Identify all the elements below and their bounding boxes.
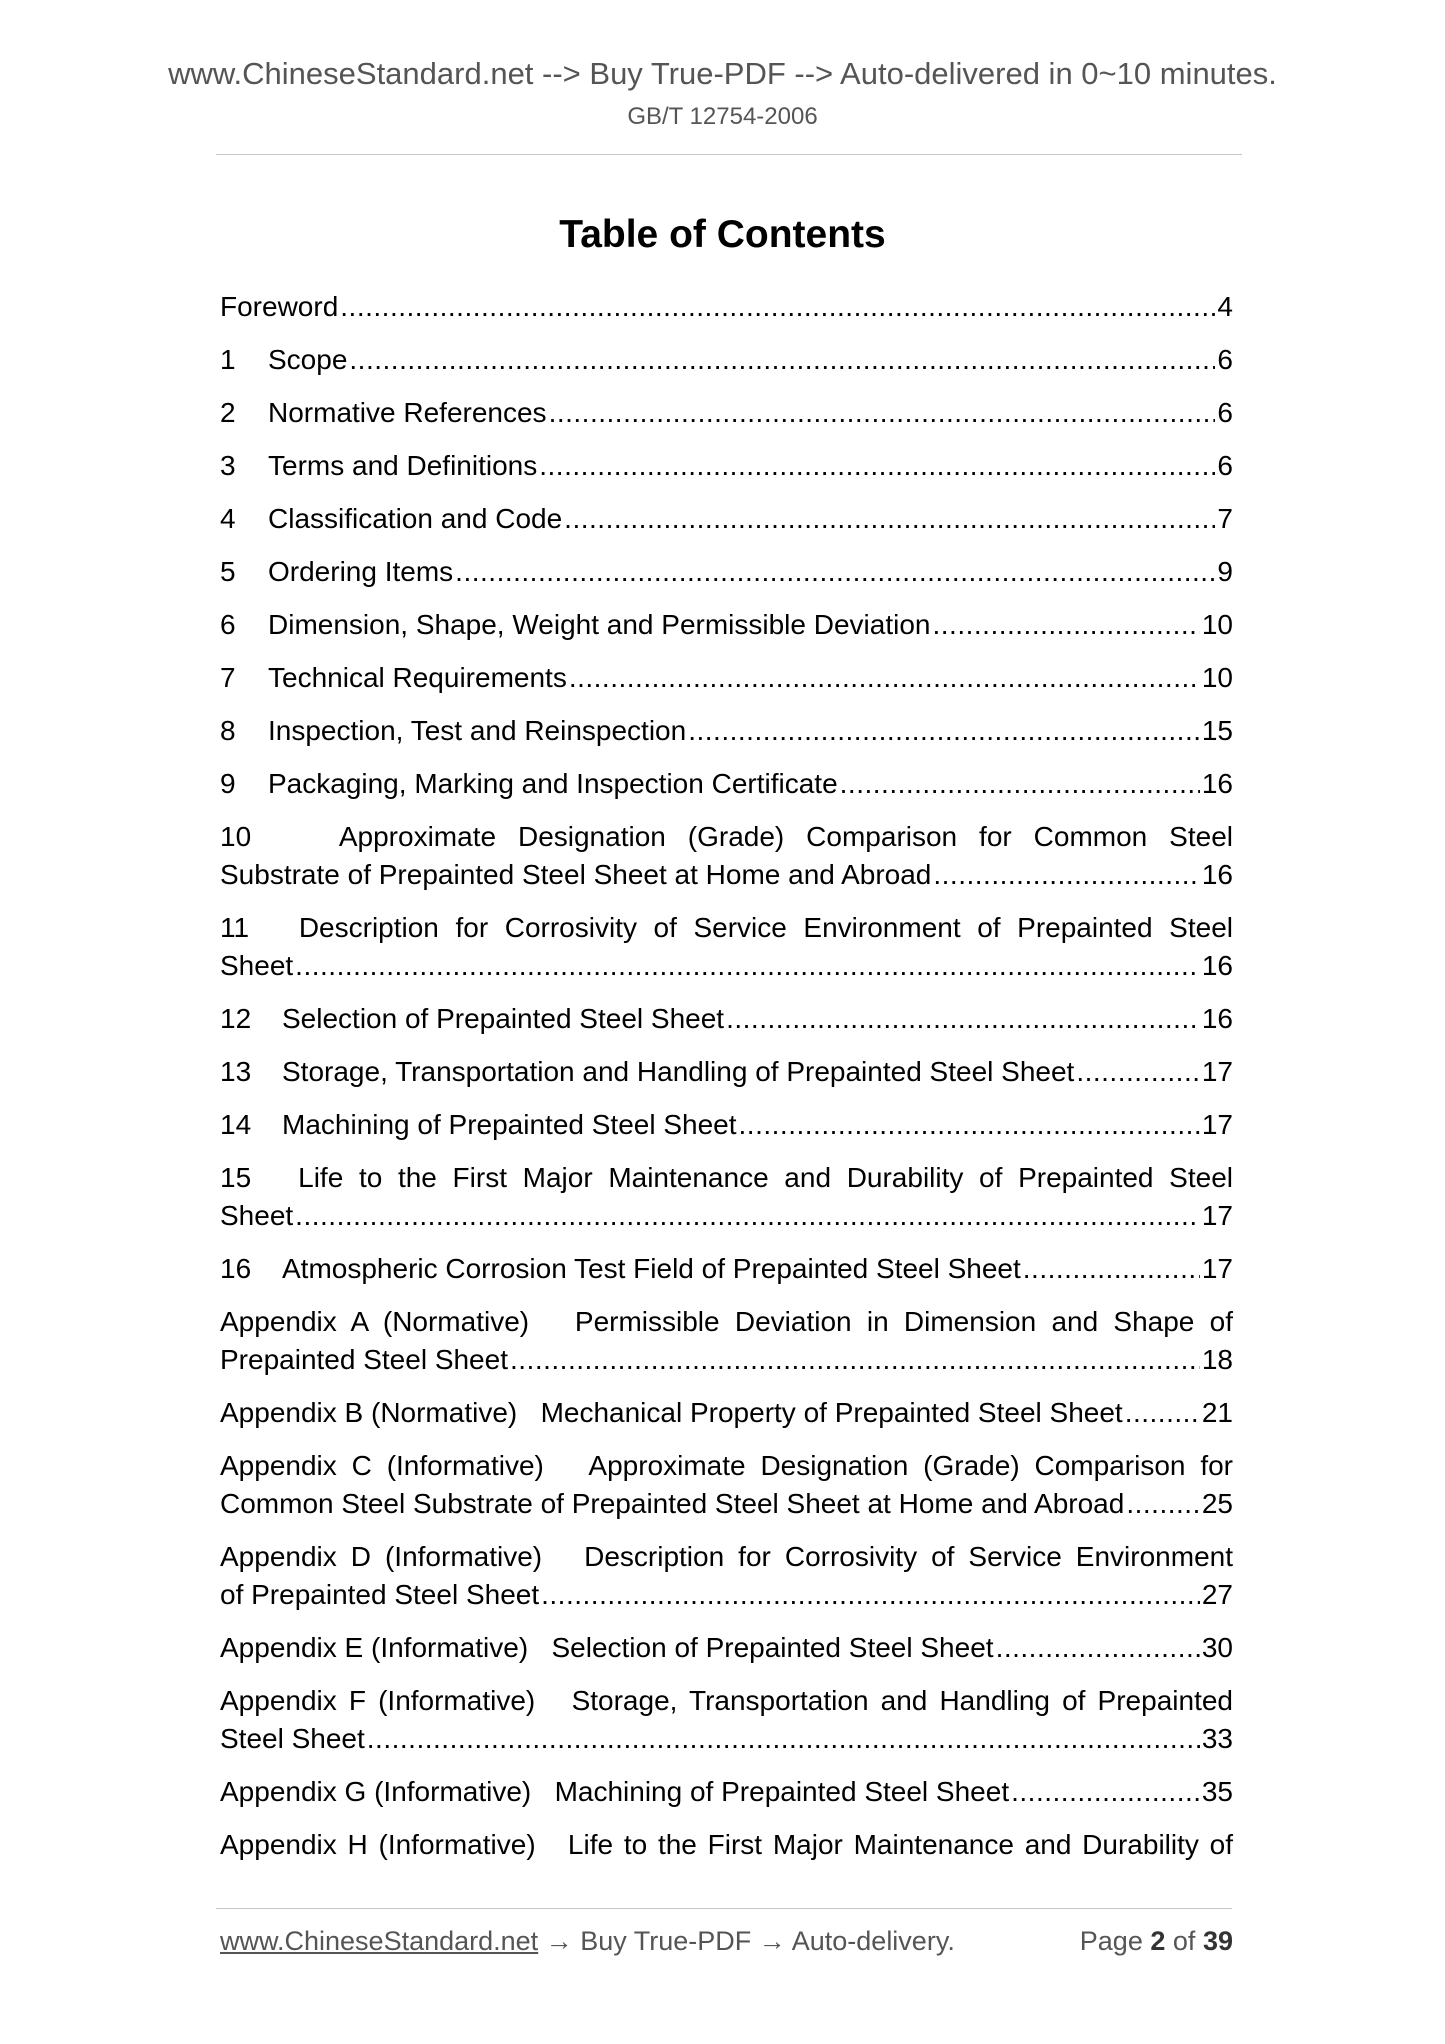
toc-entry-text: Common Steel Substrate of Prepainted Steel Sheet at Home and Abroad (220, 1488, 1125, 1519)
toc-entry-page: 16 (1201, 859, 1233, 890)
toc-entry-page: 16 (1201, 950, 1233, 981)
dot-leader (996, 1629, 1200, 1667)
toc-entry-title (220, 1341, 508, 1379)
dot-leader (726, 1000, 1200, 1038)
toc-entry[interactable] (220, 606, 1233, 644)
toc-entry-first-line: Appendix F (Informative) Storage, Transportation and Handling of Prepainted (220, 1685, 1233, 1716)
toc-entry[interactable] (220, 1053, 1233, 1091)
toc-entry-page: 21 (1201, 1397, 1233, 1428)
toc-entry-title (220, 712, 686, 750)
toc-entry-text: Inspection, Test and Reinspection (268, 715, 687, 746)
toc-entry-page: 27 (1201, 1579, 1233, 1610)
toc-entry-title (220, 394, 547, 432)
toc-entry-page: 15 (1201, 715, 1233, 746)
toc-entry-number: 14 (220, 1109, 252, 1140)
toc-entry[interactable] (220, 1394, 1233, 1432)
of-word: of (1172, 1926, 1196, 1956)
toc-entry-title (220, 1773, 1009, 1811)
dot-leader (933, 856, 1199, 894)
toc-entry-text: Foreword (220, 291, 339, 322)
toc-entry-title (220, 1629, 994, 1667)
toc-entry-text: Dimension, Shape, Weight and Permissible Deviation (268, 609, 931, 640)
footer-site-link[interactable]: www.ChineseStandard.net (220, 1926, 539, 1956)
toc-entry[interactable] (220, 659, 1233, 697)
toc-entry-text: Ordering Items (268, 556, 454, 587)
toc-entry-title (220, 947, 293, 985)
toc-entry[interactable] (220, 909, 1233, 985)
toc-entry-title (220, 341, 347, 379)
toc-entry-title (220, 1576, 539, 1614)
toc-entry-title (220, 659, 567, 697)
header-divider (216, 154, 1242, 155)
toc-entry-text: Sheet (220, 950, 294, 981)
toc-entry-number: 16 (220, 1253, 252, 1284)
dot-leader (541, 1576, 1200, 1614)
dot-leader (1125, 1394, 1200, 1432)
toc-entry-title (220, 1000, 724, 1038)
toc-entry-title (220, 1197, 293, 1235)
page-indicator (1080, 1926, 1233, 1957)
toc-entry-number: 7 (220, 662, 236, 693)
toc-entry-first-line: Appendix D (Informative) Description for Corrosivity of Service Environment (220, 1541, 1233, 1572)
toc-entry[interactable] (220, 1826, 1233, 1864)
dot-leader (1011, 1773, 1200, 1811)
toc-entry-text: Packaging, Marking and Inspection Certificate (268, 768, 838, 799)
toc-entry-text: Scope (268, 344, 348, 375)
table-of-contents (220, 288, 1233, 1879)
toc-entry-text: Classification and Code (268, 503, 563, 534)
toc-entry-page: 18 (1201, 1344, 1233, 1375)
toc-entry[interactable] (220, 1682, 1233, 1758)
toc-entry-page: 16 (1201, 768, 1233, 799)
dot-leader (539, 447, 1215, 485)
toc-entry-title (220, 1485, 1124, 1523)
toc-entry-title (220, 1394, 1123, 1432)
toc-entry-text: Machining of Prepainted Steel Sheet (282, 1109, 737, 1140)
toc-entry-text: Atmospheric Corrosion Test Field of Prepainted Steel Sheet (282, 1253, 1021, 1284)
toc-entry-page: 6 (1217, 450, 1233, 481)
toc-entry-text: Selection of Prepainted Steel Sheet (282, 1003, 725, 1034)
toc-entry-page: 17 (1201, 1253, 1233, 1284)
toc-entry[interactable] (220, 1538, 1233, 1614)
dot-leader (340, 288, 1215, 326)
dot-leader (1076, 1053, 1200, 1091)
toc-entry-first-line: 15 Life to the First Major Maintenance and Durability of Prepainted Steel (220, 1162, 1233, 1193)
dot-leader (367, 1720, 1200, 1758)
toc-entry-title (220, 1106, 737, 1144)
toc-entry-number: 2 (220, 397, 236, 428)
toc-entry[interactable] (220, 447, 1233, 485)
toc-entry-text: Steel Sheet (220, 1723, 365, 1754)
toc-entry-first-line: Appendix C (Informative) Approximate Designation (Grade) Comparison for (220, 1450, 1233, 1481)
toc-entry-text: Substrate of Prepainted Steel Sheet at Home and Abroad (220, 859, 932, 890)
dot-leader (1126, 1485, 1200, 1523)
toc-entry-title (220, 447, 537, 485)
toc-entry-page: 33 (1201, 1723, 1233, 1754)
toc-entry-text: of Prepainted Steel Sheet (220, 1579, 540, 1610)
toc-entry-page: 16 (1201, 1003, 1233, 1034)
toc-entry-number: 8 (220, 715, 236, 746)
toc-entry[interactable] (220, 341, 1233, 379)
toc-entry[interactable] (220, 1303, 1233, 1379)
dot-leader (569, 659, 1200, 697)
toc-entry[interactable] (220, 500, 1233, 538)
toc-entry[interactable] (220, 1447, 1233, 1523)
toc-entry-number: 12 (220, 1003, 252, 1034)
toc-entry-first-line: 10 Approximate Designation (Grade) Comparison for Common Steel (220, 821, 1233, 852)
toc-entry-number: 3 (220, 450, 236, 481)
toc-entry-title (220, 1250, 1021, 1288)
toc-entry-title (220, 1053, 1074, 1091)
toc-entry-text: Terms and Definitions (268, 450, 538, 481)
toc-entry-page: 17 (1201, 1200, 1233, 1231)
toc-entry-number: 13 (220, 1056, 252, 1087)
toc-entry-title (220, 606, 930, 644)
toc-entry-page: 30 (1201, 1632, 1233, 1663)
toc-entry-first-line: Appendix H (Informative) Life to the First Major Maintenance and Durability of (220, 1829, 1233, 1860)
toc-entry[interactable] (220, 765, 1233, 803)
dot-leader (840, 765, 1200, 803)
toc-entry-text: Normative References (268, 397, 547, 428)
toc-entry[interactable] (220, 1773, 1233, 1811)
toc-entry-title (220, 856, 931, 894)
toc-entry-title (220, 288, 338, 326)
toc-entry-text: Technical Requirements (268, 662, 567, 693)
toc-entry-page: 17 (1201, 1109, 1233, 1140)
toc-entry[interactable] (220, 1106, 1233, 1144)
toc-entry-page: 10 (1201, 609, 1233, 640)
dot-leader (739, 1106, 1200, 1144)
footer-divider (216, 1908, 1232, 1909)
dot-leader (349, 341, 1215, 379)
toc-entry-text: Appendix B (Normative) Mechanical Property of Prepainted Steel Sheet (220, 1397, 1123, 1428)
dot-leader (549, 394, 1216, 432)
toc-entry-text: Prepainted Steel Sheet (220, 1344, 508, 1375)
toc-entry-title (220, 765, 838, 803)
toc-entry-page: 6 (1217, 344, 1233, 375)
toc-entry-page: 10 (1201, 662, 1233, 693)
toc-entry-number: 4 (220, 503, 236, 534)
toc-entry-text: Sheet (220, 1200, 294, 1231)
page-word: Page (1079, 1926, 1143, 1956)
toc-entry[interactable] (220, 1000, 1233, 1038)
toc-entry-number: 6 (220, 609, 236, 640)
toc-entry-number: 5 (220, 556, 236, 587)
footer-tagline: → Buy True-PDF → Auto-delivery. (538, 1926, 955, 1956)
toc-entry[interactable] (220, 288, 1233, 326)
toc-entry-text: Storage, Transportation and Handling of Prepainted Steel Sheet (282, 1056, 1075, 1087)
toc-entry[interactable] (220, 553, 1233, 591)
toc-entry[interactable] (220, 818, 1233, 894)
toc-entry-page: 17 (1201, 1056, 1233, 1087)
page-total: 39 (1202, 1926, 1233, 1956)
dot-leader (295, 947, 1200, 985)
toc-entry[interactable] (220, 394, 1233, 432)
toc-entry-title (220, 500, 562, 538)
toc-entry-text: Appendix G (Informative) Machining of Prepainted Steel Sheet (220, 1776, 1010, 1807)
toc-entry-number: 9 (220, 768, 236, 799)
toc-entry-title (220, 1720, 365, 1758)
dot-leader (455, 553, 1215, 591)
toc-entry-first-line: 11 Description for Corrosivity of Service Environment of Prepainted Steel (220, 912, 1233, 943)
toc-entry[interactable] (220, 712, 1233, 750)
toc-entry-page: 25 (1201, 1488, 1233, 1519)
page-number: 2 (1150, 1926, 1166, 1956)
dot-leader (1023, 1250, 1200, 1288)
toc-entry-page: 35 (1201, 1776, 1233, 1807)
dot-leader (295, 1197, 1200, 1235)
toc-entry-page: 6 (1217, 397, 1233, 428)
toc-entry[interactable] (220, 1159, 1233, 1235)
toc-entry[interactable] (220, 1250, 1233, 1288)
standard-code: GB/T 12754-2006 (627, 103, 818, 130)
toc-entry-number: 1 (220, 344, 236, 375)
dot-leader (510, 1341, 1200, 1379)
dot-leader (688, 712, 1200, 750)
dot-leader (932, 606, 1199, 644)
toc-entry-page: 7 (1217, 503, 1233, 534)
toc-entry-title (220, 553, 453, 591)
footer (220, 1926, 1233, 1960)
dot-leader (564, 500, 1215, 538)
toc-entry-first-line: Appendix A (Normative) Permissible Deviation in Dimension and Shape of (220, 1306, 1233, 1337)
toc-entry-text: Appendix E (Informative) Selection of Prepainted Steel Sheet (220, 1632, 994, 1663)
toc-entry[interactable] (220, 1629, 1233, 1667)
page-title: Table of Contents (559, 213, 886, 256)
toc-entry-page: 4 (1217, 291, 1233, 322)
toc-entry-page: 9 (1217, 556, 1233, 587)
header-banner: www.ChineseStandard.net --> Buy True-PDF --> Auto-delivered in 0~10 minutes. (168, 56, 1277, 91)
